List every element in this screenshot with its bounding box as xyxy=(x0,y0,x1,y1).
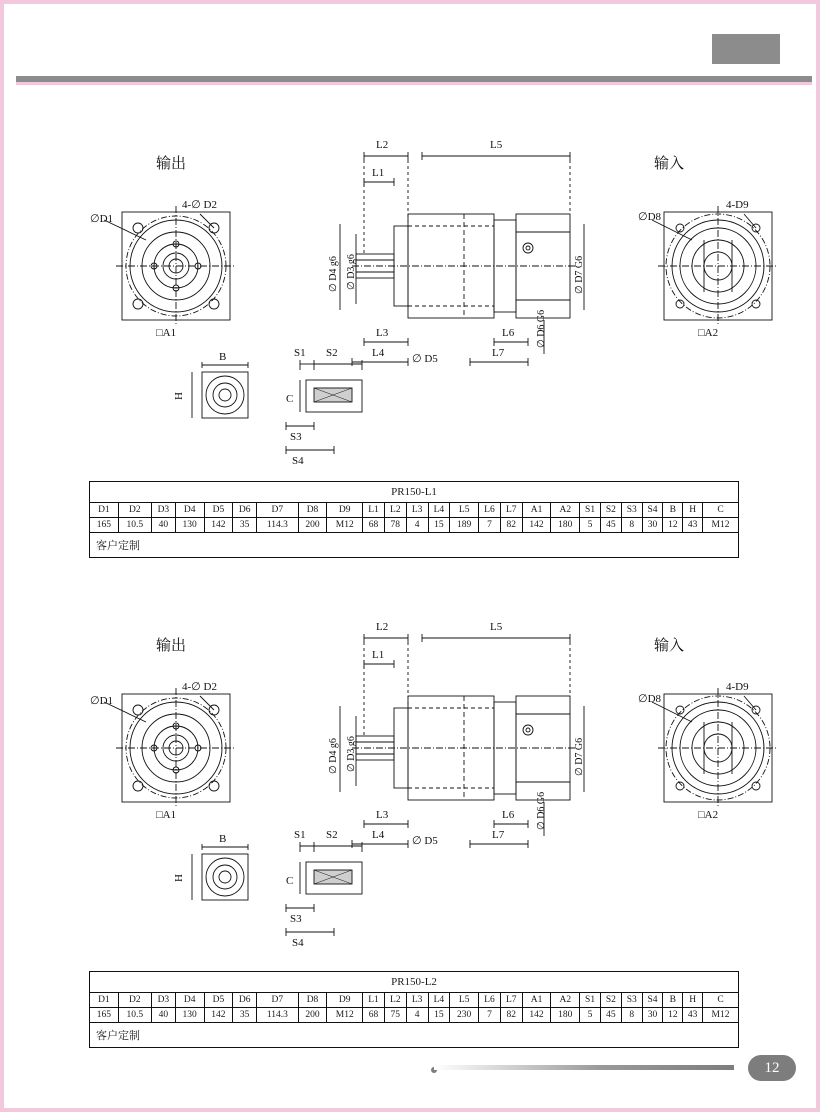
th2-h: H xyxy=(683,993,703,1008)
th2-s1: S1 xyxy=(580,993,601,1008)
td2-d3: 40 xyxy=(151,1008,175,1023)
td2-s4: 30 xyxy=(642,1008,663,1023)
th-b: B xyxy=(663,503,683,518)
svg-text:S4: S4 xyxy=(292,455,304,464)
td2-l3: 4 xyxy=(406,1008,428,1023)
th-d4: D4 xyxy=(175,503,204,518)
svg-text:H: H xyxy=(173,392,185,400)
svg-text:4-∅ D2: 4-∅ D2 xyxy=(182,681,217,693)
svg-text:C: C xyxy=(286,875,294,887)
td-d7: 114.3 xyxy=(257,518,299,533)
table-value-row-2 xyxy=(90,1008,739,1023)
svg-text:L5: L5 xyxy=(490,621,503,633)
td2-d2: 10.5 xyxy=(118,1008,151,1023)
svg-text:∅ D3 g6: ∅ D3 g6 xyxy=(346,254,357,290)
table-note-2: 客户定制 xyxy=(90,1023,739,1048)
svg-text:L3: L3 xyxy=(376,327,389,339)
th2-s3: S3 xyxy=(621,993,642,1008)
td-d3: 40 xyxy=(151,518,175,533)
td-s4: 30 xyxy=(642,518,663,533)
svg-text:∅D8: ∅D8 xyxy=(638,211,662,223)
label-output-1: 输出 xyxy=(156,154,187,172)
th-c: C xyxy=(703,503,739,518)
svg-text:L3: L3 xyxy=(376,809,389,821)
td2-l6: 7 xyxy=(479,1008,501,1023)
svg-text:S2: S2 xyxy=(326,829,338,841)
label-input-2: 输入 xyxy=(654,636,685,654)
td-l7: 82 xyxy=(500,518,522,533)
td2-a1: 142 xyxy=(522,1008,551,1023)
th-d7: D7 xyxy=(257,503,299,518)
svg-text:∅ D6 G6: ∅ D6 G6 xyxy=(536,309,547,348)
td-a1: 142 xyxy=(522,518,551,533)
header-grey-block xyxy=(712,34,780,64)
table-title-2: PR150-L2 xyxy=(90,972,739,993)
table-title-row-1 xyxy=(90,482,739,503)
td2-s1: 5 xyxy=(580,1008,601,1023)
svg-text:∅ D4 g6: ∅ D4 g6 xyxy=(328,738,339,774)
td-d5: 142 xyxy=(204,518,233,533)
th-a1: A1 xyxy=(522,503,551,518)
svg-text:∅ D6 G6: ∅ D6 G6 xyxy=(536,791,547,830)
th2-d7: D7 xyxy=(257,993,299,1008)
td2-l7: 82 xyxy=(500,1008,522,1023)
td-c: M12 xyxy=(703,518,739,533)
th-d8: D8 xyxy=(298,503,327,518)
svg-text:□A2: □A2 xyxy=(698,327,719,339)
svg-text:S2: S2 xyxy=(326,347,338,359)
svg-text:L5: L5 xyxy=(490,139,503,151)
th-l7: L7 xyxy=(500,503,522,518)
th-d3: D3 xyxy=(151,503,175,518)
th2-b: B xyxy=(663,993,683,1008)
svg-text:L2: L2 xyxy=(376,139,389,151)
td2-d5: 142 xyxy=(204,1008,233,1023)
svg-text:∅ D3 g6: ∅ D3 g6 xyxy=(346,736,357,772)
th-d5: D5 xyxy=(204,503,233,518)
table-note-1: 客户定制 xyxy=(90,533,739,558)
spec-table-2 xyxy=(89,971,739,1048)
th2-d3: D3 xyxy=(151,993,175,1008)
svg-text:S3: S3 xyxy=(290,913,302,925)
label-input-1: 输入 xyxy=(654,154,685,172)
table-note-row-2 xyxy=(90,1023,739,1048)
th2-s2: S2 xyxy=(600,993,621,1008)
label-output-2: 输出 xyxy=(156,636,187,654)
th2-l1: L1 xyxy=(363,993,385,1008)
svg-text:L4: L4 xyxy=(372,829,385,841)
td-d6: 35 xyxy=(233,518,257,533)
svg-text:L1: L1 xyxy=(372,167,385,179)
th-d2: D2 xyxy=(118,503,151,518)
svg-text:∅ D5: ∅ D5 xyxy=(412,353,438,365)
td2-d1: 165 xyxy=(90,1008,119,1023)
td-d4: 130 xyxy=(175,518,204,533)
th-s4: S4 xyxy=(642,503,663,518)
td-s3: 8 xyxy=(621,518,642,533)
td-b: 12 xyxy=(663,518,683,533)
table-note-row-1 xyxy=(90,533,739,558)
technical-drawing-1 xyxy=(4,114,820,464)
svg-text:H: H xyxy=(173,874,185,882)
svg-text:∅ D4 g6: ∅ D4 g6 xyxy=(328,256,339,292)
td2-d4: 130 xyxy=(175,1008,204,1023)
th-d6: D6 xyxy=(233,503,257,518)
th-d9: D9 xyxy=(327,503,363,518)
td-l5: 189 xyxy=(450,518,479,533)
td-l3: 4 xyxy=(406,518,428,533)
svg-text:∅D1: ∅D1 xyxy=(90,695,114,707)
td-d2: 10.5 xyxy=(118,518,151,533)
svg-text:L7: L7 xyxy=(492,829,505,841)
svg-text:4-∅ D2: 4-∅ D2 xyxy=(182,199,217,211)
td-l1: 68 xyxy=(363,518,385,533)
th2-l2: L2 xyxy=(384,993,406,1008)
svg-text:∅D1: ∅D1 xyxy=(90,213,114,225)
svg-text:□A1: □A1 xyxy=(156,327,177,339)
svg-text:B: B xyxy=(219,833,227,845)
svg-text:4-D9: 4-D9 xyxy=(726,199,749,211)
table-title-1: PR150-L1 xyxy=(90,482,739,503)
th-a2: A2 xyxy=(551,503,580,518)
th2-d5: D5 xyxy=(204,993,233,1008)
svg-text:S1: S1 xyxy=(294,829,306,841)
svg-text:S4: S4 xyxy=(292,937,304,949)
th-l1: L1 xyxy=(363,503,385,518)
svg-text:B: B xyxy=(219,351,227,363)
technical-drawing-2 xyxy=(4,604,820,954)
table-value-row-1 xyxy=(90,518,739,533)
td2-d9: M12 xyxy=(327,1008,363,1023)
td-s2: 45 xyxy=(600,518,621,533)
td2-l5: 230 xyxy=(450,1008,479,1023)
th2-l3: L3 xyxy=(406,993,428,1008)
th2-d1: D1 xyxy=(90,993,119,1008)
td2-h: 43 xyxy=(683,1008,703,1023)
td2-s2: 45 xyxy=(600,1008,621,1023)
td-l6: 7 xyxy=(479,518,501,533)
footer-rule xyxy=(434,1065,734,1070)
svg-text:∅ D7 G6: ∅ D7 G6 xyxy=(574,255,585,294)
th2-d6: D6 xyxy=(233,993,257,1008)
td2-d7: 114.3 xyxy=(257,1008,299,1023)
spec-table-1 xyxy=(89,481,739,558)
th2-s4: S4 xyxy=(642,993,663,1008)
th2-c: C xyxy=(703,993,739,1008)
td-l4: 15 xyxy=(428,518,450,533)
td2-b: 12 xyxy=(663,1008,683,1023)
td-d8: 200 xyxy=(298,518,327,533)
th2-l4: L4 xyxy=(428,993,450,1008)
header-rule-accent xyxy=(16,82,812,85)
td2-l1: 68 xyxy=(363,1008,385,1023)
th2-l6: L6 xyxy=(479,993,501,1008)
svg-text:L2: L2 xyxy=(376,621,389,633)
td-d1: 165 xyxy=(90,518,119,533)
th-s1: S1 xyxy=(580,503,601,518)
svg-text:S3: S3 xyxy=(290,431,302,443)
svg-text:C: C xyxy=(286,393,294,405)
svg-text:S1: S1 xyxy=(294,347,306,359)
th2-d9: D9 xyxy=(327,993,363,1008)
td2-c: M12 xyxy=(703,1008,739,1023)
table-header-row-2 xyxy=(90,993,739,1008)
svg-text:∅ D5: ∅ D5 xyxy=(412,835,438,847)
svg-text:L7: L7 xyxy=(492,347,505,359)
th-d1: D1 xyxy=(90,503,119,518)
table-title-row-2 xyxy=(90,972,739,993)
th2-d8: D8 xyxy=(298,993,327,1008)
svg-text:L1: L1 xyxy=(372,649,385,661)
th2-a1: A1 xyxy=(522,993,551,1008)
th-l6: L6 xyxy=(479,503,501,518)
svg-text:∅D8: ∅D8 xyxy=(638,693,662,705)
th-l4: L4 xyxy=(428,503,450,518)
th2-d2: D2 xyxy=(118,993,151,1008)
th-s3: S3 xyxy=(621,503,642,518)
td-h: 43 xyxy=(683,518,703,533)
td2-d6: 35 xyxy=(233,1008,257,1023)
svg-text:□A2: □A2 xyxy=(698,809,719,821)
td2-l4: 15 xyxy=(428,1008,450,1023)
td2-d8: 200 xyxy=(298,1008,327,1023)
td2-s3: 8 xyxy=(621,1008,642,1023)
td2-a2: 180 xyxy=(551,1008,580,1023)
td-d9: M12 xyxy=(327,518,363,533)
td-a2: 180 xyxy=(551,518,580,533)
svg-text:L6: L6 xyxy=(502,809,515,821)
page-number: 12 xyxy=(748,1055,796,1081)
svg-text:□A1: □A1 xyxy=(156,809,177,821)
td2-l2: 75 xyxy=(384,1008,406,1023)
th2-l7: L7 xyxy=(500,993,522,1008)
td-s1: 5 xyxy=(580,518,601,533)
svg-text:∅ D7 G6: ∅ D7 G6 xyxy=(574,737,585,776)
th-l3: L3 xyxy=(406,503,428,518)
th-s2: S2 xyxy=(600,503,621,518)
td-l2: 78 xyxy=(384,518,406,533)
th2-a2: A2 xyxy=(551,993,580,1008)
th-l2: L2 xyxy=(384,503,406,518)
table-header-row-1 xyxy=(90,503,739,518)
svg-text:L6: L6 xyxy=(502,327,515,339)
th2-d4: D4 xyxy=(175,993,204,1008)
th-h: H xyxy=(683,503,703,518)
svg-text:4-D9: 4-D9 xyxy=(726,681,749,693)
svg-text:L4: L4 xyxy=(372,347,385,359)
th-l5: L5 xyxy=(450,503,479,518)
th2-l5: L5 xyxy=(450,993,479,1008)
